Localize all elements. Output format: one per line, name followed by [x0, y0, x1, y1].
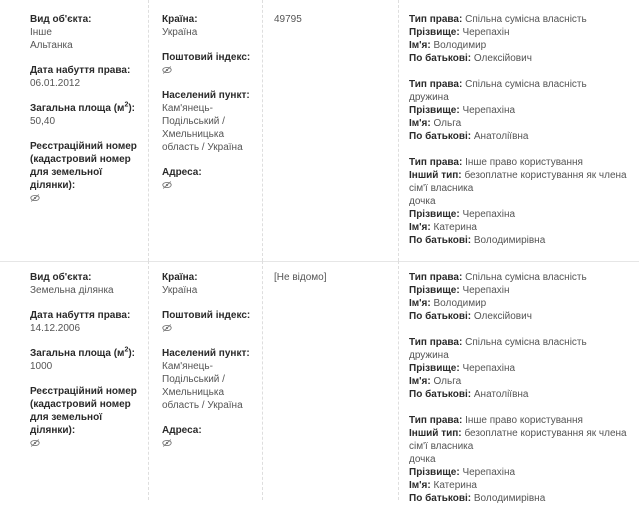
- address-label: Адреса:: [162, 425, 202, 436]
- right-holder-entry: Тип права: Спільна сумісна власність Прізвище: Черепахін Ім'я: Володимир По батькові: Олексійович: [409, 14, 587, 64]
- postal-code-label: Поштовий індекс:: [162, 52, 251, 63]
- eye-slash-icon: [30, 194, 40, 202]
- object-type-label: Вид об'єкта:: [30, 14, 92, 25]
- cost-value: 49795: [274, 14, 302, 25]
- object-info-cell: [30, 271, 140, 462]
- eye-slash-icon: [162, 66, 172, 74]
- eye-slash-icon: [162, 181, 172, 189]
- locality-label: Населений пункт:: [162, 90, 250, 101]
- property-row: [0, 261, 639, 504]
- locality-label: Населений пункт:: [162, 348, 250, 359]
- area-label: Загальна площа $(м^2)$:: [30, 346, 136, 359]
- cost-cell: [274, 13, 394, 26]
- acquisition-date-label: Дата набуття права:: [30, 310, 131, 321]
- acquisition-date-label: Дата набуття права:: [30, 65, 131, 76]
- column-divider: [398, 0, 399, 261]
- column-divider: [148, 261, 149, 500]
- location-cell: [162, 271, 262, 462]
- country-label: Країна:: [162, 272, 198, 283]
- location-cell: [162, 13, 262, 204]
- address-label: Адреса:: [162, 167, 202, 178]
- acquisition-date-value: 06.01.2012: [30, 78, 81, 89]
- locality-value: Кам'янець-Подільський / Хмельницька область / Україна: [162, 361, 243, 411]
- object-info-cell: [30, 13, 140, 217]
- column-divider: [262, 261, 263, 500]
- right-holder-entry: Тип права: Інше право користування Інший тип: безоплатне користування як члена сім'ї власника дочка Прізвище: Черепахіна Ім'я: Катерина По батькові: Володимирівна: [409, 157, 627, 246]
- country-value: Україна: [162, 27, 198, 38]
- eye-slash-icon: [30, 439, 40, 447]
- postal-code-label: Поштовий індекс:: [162, 310, 251, 321]
- acquisition-date-value: 14.12.2006: [30, 323, 81, 334]
- area-value: 1000: [30, 361, 53, 372]
- column-divider: [148, 0, 149, 261]
- object-type-label: Вид об'єкта:: [30, 272, 92, 283]
- eye-slash-icon: [162, 324, 172, 332]
- cost-value: [Не відомо]: [274, 272, 327, 283]
- right-holder-entry: Тип права: Спільна сумісна власність дружина Прізвище: Черепахіна Ім'я: Ольга По батькові: Анатоліївна: [409, 337, 587, 400]
- country-value: Україна: [162, 285, 198, 296]
- right-holder-entry: Тип права: Спільна сумісна власність Прізвище: Черепахін Ім'я: Володимир По батькові: Олексійович: [409, 272, 587, 322]
- column-divider: [262, 0, 263, 261]
- rights-cell: [409, 271, 639, 518]
- rights-cell: [409, 13, 639, 260]
- object-type-value: Земельна ділянка: [30, 285, 114, 296]
- eye-slash-icon: [162, 439, 172, 447]
- column-divider: [398, 261, 399, 500]
- cost-cell: [274, 271, 394, 284]
- registration-number-label: Реєстраційний номер (кадастровий номер для земельної ділянки):: [30, 386, 137, 436]
- country-label: Країна:: [162, 14, 198, 25]
- right-holder-entry: Тип права: Спільна сумісна власність дружина Прізвище: Черепахіна Ім'я: Ольга По батькові: Анатоліївна: [409, 79, 587, 142]
- registration-number-label: Реєстраційний номер (кадастровий номер для земельної ділянки):: [30, 141, 137, 191]
- area-label: Загальна площа $(м^2)$:: [30, 101, 136, 114]
- area-value: 50,40: [30, 116, 56, 127]
- right-holder-entry: Тип права: Інше право користування Інший тип: безоплатне користування як члена сім'ї власника дочка Прізвище: Черепахіна Ім'я: Катерина По батькові: Володимирівна: [409, 415, 627, 504]
- object-type-value: Інше Альтанка: [30, 27, 73, 51]
- locality-value: Кам'янець-Подільський / Хмельницька область / Україна: [162, 103, 243, 153]
